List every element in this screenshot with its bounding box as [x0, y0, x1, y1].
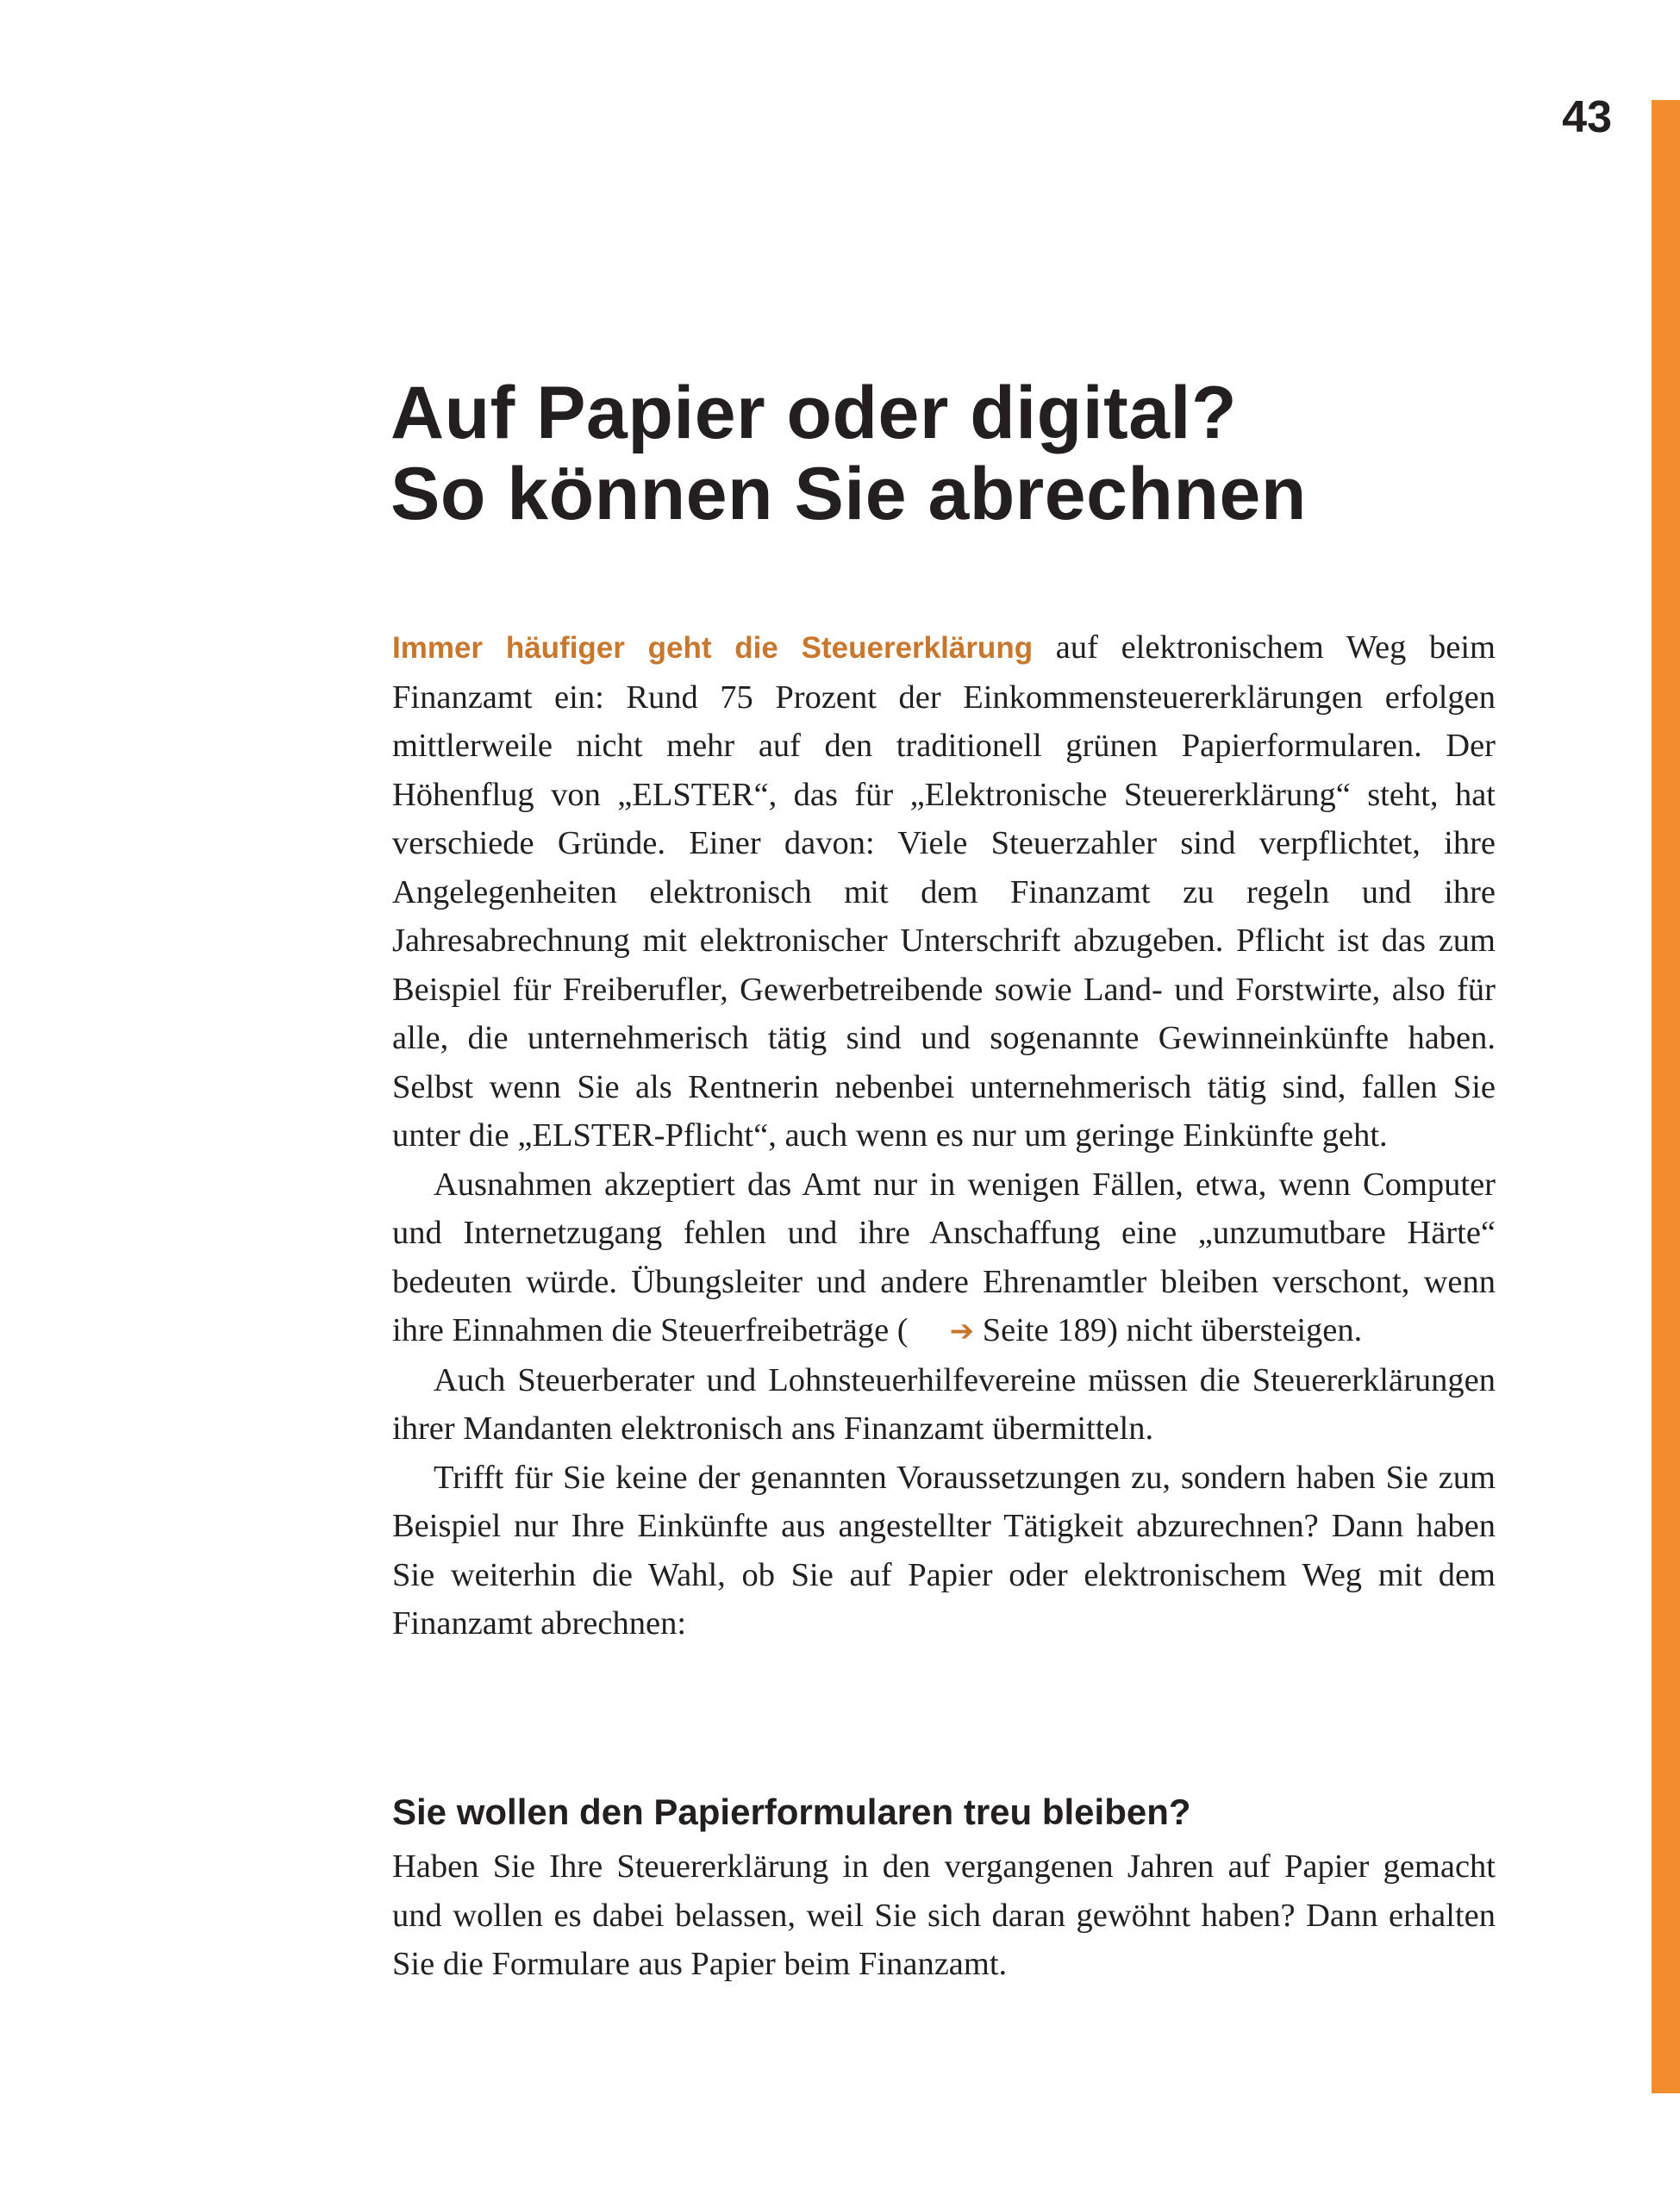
page-number: 43	[1562, 92, 1612, 142]
page-reference: Seite 189	[974, 1312, 1108, 1348]
page-title	[390, 372, 1511, 535]
advisors-paragraph: Auch Steuerberater und Lohnsteuerhilfevereine müssen die Steuererklärungen ihrer Mandanten elektronisch ans Finanzamt übermitteln.	[392, 1361, 1496, 1447]
exceptions-paragraph	[392, 1160, 1496, 1356]
exceptions-text-end: ) nicht übersteigen.	[1107, 1312, 1363, 1348]
title-line-2: So können Sie abrechnen	[390, 453, 1307, 535]
intro-paragraph	[392, 623, 1496, 1160]
lead-in-text: Immer häufiger geht die Steuererklärung	[392, 631, 1034, 665]
title-line-1: Auf Papier oder digital?	[390, 372, 1237, 454]
section-body-text	[392, 1842, 1496, 1989]
main-body-text	[392, 623, 1496, 1648]
section-heading: Sie wollen den Papierformularen treu bleiben?	[392, 1792, 1191, 1832]
chapter-color-bar	[1652, 100, 1680, 2093]
intro-text: auf elektronischem Weg beim Finanzamt ein: Rund 75 Prozent der Einkommensteuererklärungen erfolgen mittlerweile nicht mehr auf den traditionell grünen Papierformularen. Der Höhenflug von „ELSTER“, das für „Elektronische Steuererklärung“ steht, hat verschiede Gründe. Einer davon: Viele Steuerzahler sind verpflichtet, ihre Angelegenheiten elektronisch mit dem Finanzamt zu regeln und ihre Jahresabrechnung mit elektronischer Unterschrift abzugeben. Pflicht ist das zum Beispiel für Freiberufler, Gewerbetreibende sowie Land- und Forstwirte, also für alle, die unternehmerisch tätig sind und sogenannte Gewinneinkünfte haben. Selbst wenn Sie als Rentnerin nebenbei unternehmerisch tätig sind, fallen Sie unter die „ELSTER-Pflicht“, auch wenn es nur um geringe Einkünfte geht.	[392, 629, 1496, 1154]
arrow-right-icon: ➔	[949, 1314, 975, 1348]
choice-paragraph: Trifft für Sie keine der genannten Voraussetzungen zu, sondern haben Sie zum Beispiel nur Ihre Einkünfte aus angestellter Tätigkeit abzurechnen? Dann haben Sie weiterhin die Wahl, ob Sie auf Papier oder elektronischem Weg mit dem Finanzamt abrechnen:	[392, 1459, 1496, 1642]
exceptions-text: Ausnahmen akzeptiert das Amt nur in wenigen Fällen, etwa, wenn Computer und Internetzugang fehlen und ihre Anschaffung eine „unzumutbare Härte“ bedeuten würde. Übungsleiter und andere Ehrenamtler bleiben verschont, wenn ihre Einnahmen die Steuerfreibeträge (	[392, 1166, 1496, 1348]
section-paragraph: Haben Sie Ihre Steuererklärung in den vergangenen Jahren auf Papier gemacht und wollen es dabei belassen, weil Sie sich daran gewöhnt haben? Dann erhalten Sie die Formulare aus Papier beim Finanzamt.	[392, 1848, 1496, 1982]
